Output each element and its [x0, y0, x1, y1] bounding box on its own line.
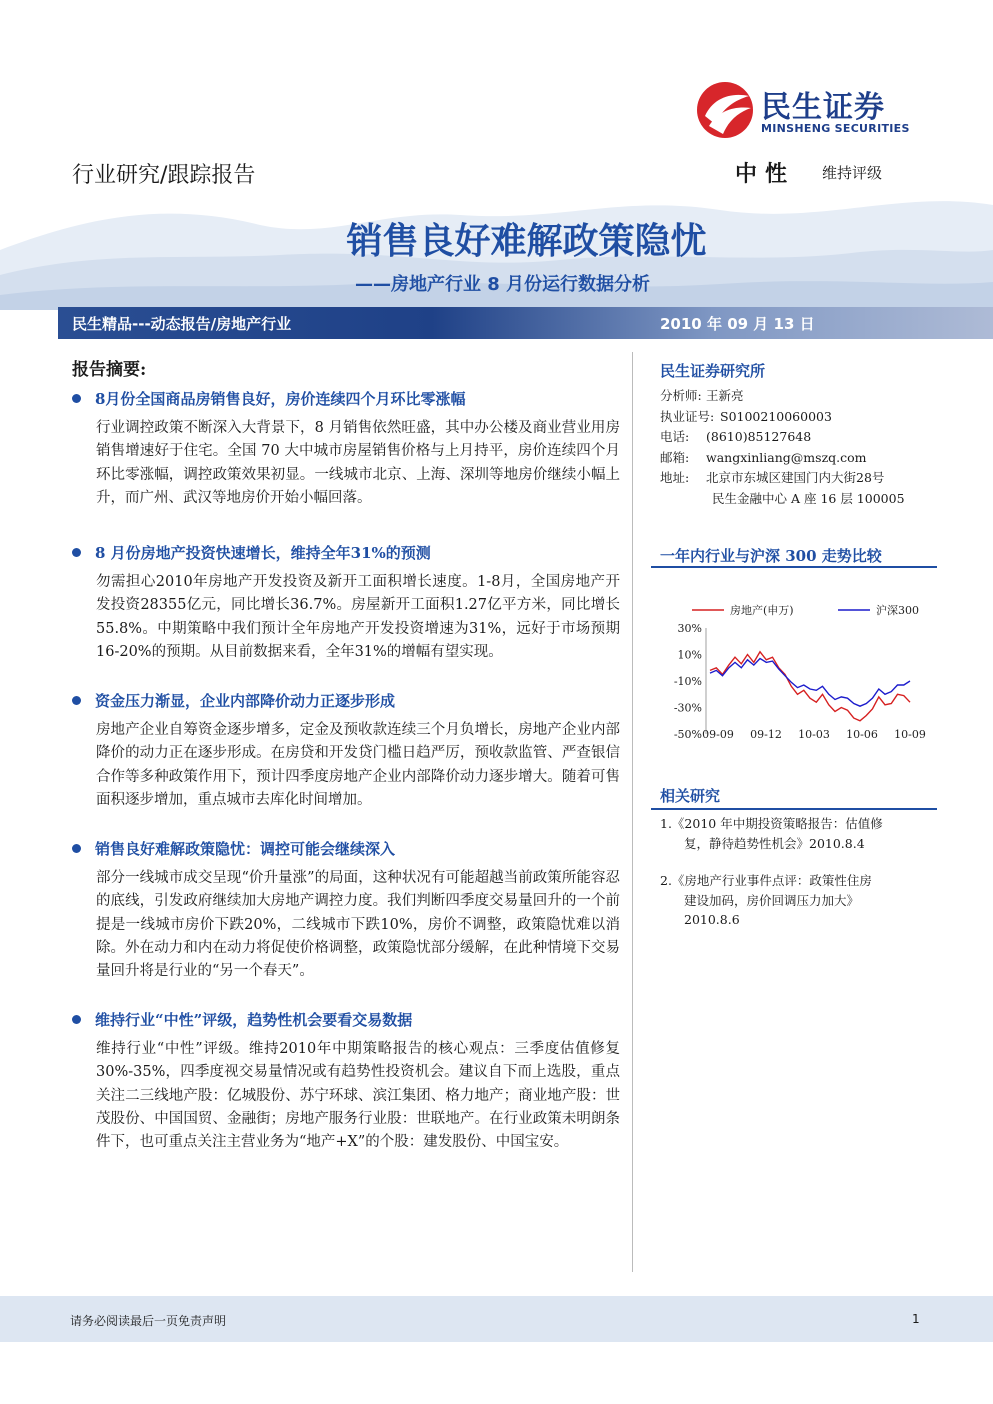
- bullet-icon: [72, 844, 81, 853]
- brand-name-en: MINSHENG SECURITIES: [761, 122, 910, 135]
- report-title: 销售良好难解政策隐忧: [346, 221, 707, 262]
- analyst-key: 地址:: [660, 470, 690, 485]
- analyst-value: S0100210060003: [720, 408, 832, 424]
- institute-title: 民生证券研究所: [660, 362, 766, 380]
- analyst-key: 分析师:: [660, 388, 702, 403]
- section-body: 勿需担心2010年房地产开发投资及新开工面积增长速度。1-8月，全国房地产开发投资28355亿元，同比增长36.7%。房屋新开工面积1.27亿平方米，同比增长55.8%。中期策略中我们预计全年房地产开发投资增速为31%，远好于市场预期16-20%的预期。从目前数据来看，全年31%的增幅有望实现。: [96, 574, 620, 660]
- column-divider: [632, 352, 633, 1272]
- analyst-value: 王新亮: [706, 388, 744, 403]
- report-date: 2010 年 09 月 13 日: [660, 315, 815, 333]
- legend-label: 房地产(申万): [730, 604, 794, 617]
- section-title: 资金压力渐显，企业内部降价动力正逐步形成: [95, 692, 396, 710]
- series-line: [710, 652, 910, 721]
- rating-note: 维持评级: [822, 164, 883, 182]
- related-item-line: 2.《房地产行业事件点评：政策性住房: [660, 873, 872, 888]
- bullet-icon: [72, 696, 81, 705]
- report-subtitle: ——房地产行业 8 月份运行数据分析: [355, 274, 651, 295]
- analyst-key: 电话:: [660, 429, 690, 444]
- report-category: 民生精品---动态报告/房地产行业: [72, 315, 292, 333]
- analyst-row: [660, 448, 905, 469]
- summary-section: [72, 838, 620, 983]
- section-body: 部分一线城市成交呈现“价升量涨”的局面，这种状况有可能超越当前政策所能容忍的底线，引发政府继续加大房地产调控力度。我们判断四季度交易量回升的一个前提是一线城市房价下跌20%，二线城市下跌10%，房价不调整，政策隐忧难以消除。外在动力和内在动力将促使价格调整，政策隐忧部分缓解，在此种情境下交易量回升将是行业的“另一个春天”。: [96, 870, 620, 980]
- related-item-line: 1.《2010 年中期投资策略报告：估值修: [660, 816, 883, 831]
- section-body: 维持行业“中性”评级。维持2010年中期策略报告的核心观点：三季度估值修复30%-35%，四季度视交易量情况或有趋势性投资机会。建议自下而上选股，重点关注二三线地产股：亿城股份、苏宁环球、滨江集团、格力地产；商业地产股：世茂股份、中国国贸、金融街；房地产服务行业股：世联地产。在行业政策未明朗条件下，也可重点关注主营业务为“地产+X”的个股：建发股份、中国宝安。: [96, 1041, 620, 1151]
- x-tick-label: 10-09: [894, 728, 926, 741]
- section-body: 行业调控政策不断深入大背景下，8 月销售依然旺盛，其中办公楼及商业营业用房销售增速好于住宅。全国 70 大中城市房屋销售价格与上月持平，房价连续四个月环比零涨幅，调控政策效果初显。一线城市北京、上海、深圳等地房价继续小幅上升，而广州、武汉等地房价开始小幅回落。: [96, 420, 620, 506]
- bullet-icon: [72, 394, 81, 403]
- summary-section: [72, 690, 620, 812]
- related-item: [660, 871, 920, 930]
- section-body: 房地产企业自筹资金逐步增多，定金及预收款连续三个月负增长，房地产企业内部降价的动力正在逐步形成。在房贷和开发贷门槛日趋严厉，预收款监管、严查银信合作等多种政策作用下，预计四季度房地产企业内部降价动力逐步增大。随着可售面积逐步增加，重点城市去库化时间增加。: [96, 722, 620, 808]
- analyst-row: [660, 489, 905, 510]
- related-title-underline: [651, 808, 937, 810]
- x-tick-label: 10-03: [798, 728, 830, 741]
- brand-name: 民生证券: [761, 90, 885, 125]
- chart-title-underline: [651, 566, 937, 568]
- section-title: 8 月份房地产投资快速增长，维持全年31%的预测: [95, 544, 431, 562]
- analyst-info: [660, 386, 905, 509]
- bullet-icon: [72, 548, 81, 557]
- y-tick-label: -50%: [673, 728, 702, 741]
- y-tick-label: 10%: [677, 648, 702, 662]
- section-title: 销售良好难解政策隐忧：调控可能会继续深入: [95, 840, 396, 858]
- section-title: 维持行业“中性”评级，趋势性机会要看交易数据: [95, 1011, 413, 1029]
- summary-section: [72, 1009, 620, 1154]
- info-bar: [58, 307, 993, 339]
- trend-chart: [660, 600, 935, 750]
- x-tick-label: 10-06: [846, 728, 878, 741]
- section-title: 8月份全国商品房销售良好，房价连续四个月环比零涨幅: [95, 390, 466, 408]
- analyst-row: [660, 427, 905, 448]
- logo-emblem-icon: [695, 80, 755, 140]
- page-number: 1: [912, 1312, 920, 1326]
- analyst-row: [660, 386, 905, 407]
- y-tick-label: -10%: [673, 675, 702, 688]
- analyst-row: [660, 407, 905, 428]
- y-tick-label: -30%: [673, 701, 702, 715]
- related-research: [660, 814, 920, 948]
- bullet-icon: [72, 1015, 81, 1024]
- analyst-row: [660, 468, 905, 489]
- summary-section: [72, 542, 620, 664]
- analyst-value[interactable]: wangxinliang@mszq.com: [706, 449, 867, 465]
- x-tick-label: 09-12: [750, 728, 782, 741]
- related-item-line: 建设加码，房价回调压力加大》: [684, 892, 860, 908]
- report-type: 行业研究/跟踪报告: [72, 163, 256, 188]
- analyst-value: 民生金融中心 A 座 16 层 100005: [712, 490, 905, 506]
- analyst-key: 执业证号:: [660, 408, 715, 424]
- legend-label: 沪深300: [876, 604, 919, 617]
- analyst-value: 北京市东城区建国门内大街28号: [706, 470, 885, 485]
- analyst-key: [660, 489, 712, 510]
- brand-logo: [695, 80, 925, 140]
- analyst-value: (8610)85127648: [706, 429, 812, 444]
- related-item: [660, 814, 920, 853]
- disclaimer-note: 请务必阅读最后一页免责声明: [70, 1314, 227, 1328]
- y-tick-label: 30%: [677, 622, 702, 635]
- x-tick-label: 09-09: [702, 728, 734, 741]
- rating: 中性: [735, 162, 796, 187]
- analyst-key: 邮箱:: [660, 449, 690, 465]
- page-footer: [0, 1296, 993, 1342]
- summary-heading: 报告摘要:: [72, 360, 147, 380]
- related-item-line: 2010.8.6: [684, 912, 740, 927]
- related-item-line: 复，静待趋势性机会》2010.8.4: [684, 835, 865, 851]
- chart-title: 一年内行业与沪深 300 走势比较: [660, 547, 882, 565]
- summary-section: [72, 388, 620, 510]
- related-title: 相关研究: [660, 787, 721, 805]
